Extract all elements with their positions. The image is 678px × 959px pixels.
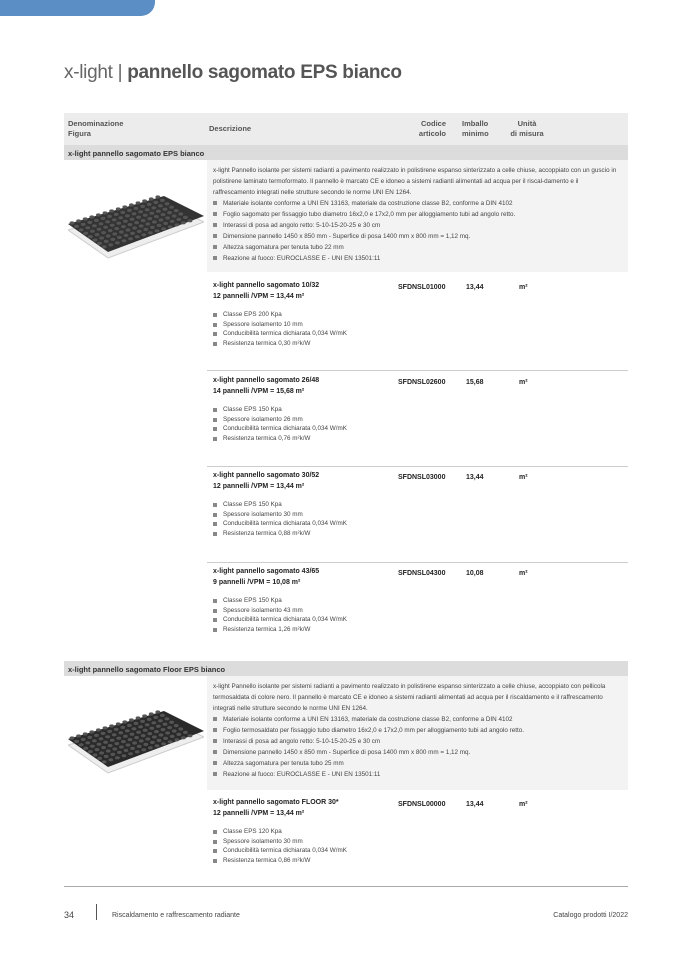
- header-imballo-line2: minimo: [462, 129, 489, 138]
- row-divider: [207, 370, 628, 371]
- product-code: SFDNSL00000: [398, 801, 446, 808]
- product-image: [68, 188, 204, 260]
- feature-bullet: Dimensione pannello 1450 x 850 mm - Superfice di posa 1400 mm x 800 mm = 1,12 mq.: [213, 747, 622, 758]
- spec-bullet: Spessore isolamento 10 mm: [213, 320, 628, 330]
- product-unit: m²: [519, 801, 528, 808]
- spec-bullet: Resistenza termica 0,88 m²k/W: [213, 529, 628, 539]
- product-code: SFDNSL04300: [398, 570, 446, 577]
- feature-bullet: Dimensione pannello 1450 x 850 mm - Superfice di posa 1400 mm x 800 mm = 1,12 mq.: [213, 231, 622, 242]
- row-divider: [207, 466, 628, 467]
- feature-bullet: Reazione al fuoco: EUROCLASSE E - UNI EN 13501:11: [213, 253, 622, 264]
- header-unita-line1: Unità: [517, 119, 537, 128]
- spec-bullet: Classe EPS 150 Kpa: [213, 596, 628, 606]
- product-row: [213, 280, 628, 348]
- spec-bullet: Classe EPS 200 Kpa: [213, 310, 628, 320]
- row-divider: [207, 562, 628, 563]
- spec-bullet: Spessore isolamento 26 mm: [213, 415, 628, 425]
- product-row: [213, 566, 628, 634]
- spec-bullet: Resistenza termica 0,86 m²k/W: [213, 856, 628, 866]
- description-text: x-light Pannello isolante per sistemi radianti a pavimento realizzato in polistirene espanso sinterizzato a celle chiuse, accoppiato con pellicola termosaldata di colore nero. Il pannello è marcato CE e idoneo a sistemi radianti alimentati ad acqua per il riscaldamento e il raffrescamento integrati nelle strutture secondo le norme UNI EN 1264.: [213, 683, 606, 712]
- spec-bullet: Classe EPS 120 Kpa: [213, 827, 628, 837]
- header-codice-line1: Codice: [420, 119, 446, 128]
- product-unit: m²: [519, 379, 528, 386]
- spec-bullet: Spessore isolamento 30 mm: [213, 510, 628, 520]
- spec-bullet: Conducibilità termica dichiarata 0,034 W/mK: [213, 615, 628, 625]
- product-pack: 12 pannelli /VPM = 13,44 m²: [213, 810, 305, 817]
- product-code: SFDNSL02600: [398, 379, 446, 386]
- header-unita-line2: di misura: [510, 129, 544, 138]
- feature-bullet: Altezza sagomatura per tenuta tubo 25 mm: [213, 758, 622, 769]
- feature-bullet: Altezza sagomatura per tenuta tubo 22 mm: [213, 242, 622, 253]
- title-product: pannello sagomato EPS bianco: [127, 62, 402, 83]
- section-header: x-light pannello sagomato EPS bianco: [64, 145, 628, 160]
- product-code: SFDNSL01000: [398, 284, 446, 291]
- product-qty: 10,08: [466, 570, 484, 577]
- header-imballo-line1: Imballo: [462, 119, 489, 128]
- product-unit: m²: [519, 474, 528, 481]
- feature-bullet: Interassi di posa ad angolo retto: 5-10-15-20-25 e 30 cm: [213, 220, 622, 231]
- product-image: [68, 703, 204, 775]
- spec-bullet: Resistenza termica 0,30 m²k/W: [213, 339, 628, 349]
- product-pack: 12 pannelli /VPM = 13,44 m²: [213, 293, 305, 300]
- header-figura-label: Figura: [68, 129, 91, 138]
- spec-bullet: Conducibilità termica dichiarata 0,034 W/mK: [213, 846, 628, 856]
- header-codice: [404, 119, 446, 139]
- description-text: x-light Pannello isolante per sistemi radianti a pavimento realizzato in polistirene espanso sinterizzato a celle chiuse, accoppiato con un guscio in polistirene laminato termoformato. Il pannello è marcato CE e idoneo a sistemi radianti alimentati ad acqua per il riscal-damento e il raffrescamento integrati nelle strutture secondo le norme UNI EN 1264.: [213, 167, 617, 196]
- product-unit: m²: [519, 570, 528, 577]
- page-title: [64, 62, 402, 84]
- spec-bullet: Conducibilità termica dichiarata 0,034 W/mK: [213, 519, 628, 529]
- spec-bullet: Classe EPS 150 Kpa: [213, 500, 628, 510]
- footer-catalog: Catalogo prodotti I/2022: [553, 912, 628, 919]
- spec-bullet: Classe EPS 150 Kpa: [213, 405, 628, 415]
- footer-divider: [64, 886, 628, 887]
- feature-bullet: Foglio termosaldato per fissaggio tubo diametro 16x2,0 e 17x2,0 mm per alloggiamento tubi ad angolo retto.: [213, 725, 622, 736]
- product-pack: 9 pannelli /VPM = 10,08 m²: [213, 579, 301, 586]
- product-name: x-light pannello sagomato 26/48: [213, 377, 320, 384]
- feature-bullet: Reazione al fuoco: EUROCLASSE E - UNI EN 13501:11: [213, 769, 622, 780]
- footer-separator: [96, 904, 97, 920]
- section-description: [207, 676, 628, 790]
- feature-bullet: Foglio sagomato per fissaggio tubo diametro 16x2,0 e 17x2,0 mm per alloggiamento tubi ad angolo retto.: [213, 209, 622, 220]
- spec-bullet: Spessore isolamento 30 mm: [213, 837, 628, 847]
- page-number: 34: [64, 910, 75, 920]
- header-denominazione: [68, 119, 123, 139]
- product-qty: 13,44: [466, 284, 484, 291]
- table-header: [64, 113, 628, 145]
- product-pack: 12 pannelli /VPM = 13,44 m²: [213, 483, 305, 490]
- spec-bullet: Resistenza termica 0,76 m²k/W: [213, 434, 628, 444]
- spec-bullet: Resistenza termica 1,26 m²k/W: [213, 625, 628, 635]
- feature-bullet: Materiale isolante conforme a UNI EN 13163, materiale da costruzione classe B2, conforme a DIN 4102: [213, 714, 622, 725]
- product-name: x-light pannello sagomato 10/32: [213, 282, 320, 289]
- product-unit: m²: [519, 284, 528, 291]
- product-qty: 13,44: [466, 474, 484, 481]
- product-row: [213, 375, 628, 443]
- product-code: SFDNSL03000: [398, 474, 446, 481]
- product-name: x-light pannello sagomato 30/52: [213, 472, 320, 479]
- product-row: [213, 470, 628, 538]
- title-brand: x-light: [64, 62, 113, 83]
- product-qty: 15,68: [466, 379, 484, 386]
- spec-bullet: Conducibilità termica dichiarata 0,034 W/mK: [213, 424, 628, 434]
- header-codice-line2: articolo: [418, 129, 446, 138]
- product-name: x-light pannello sagomato 43/65: [213, 568, 320, 575]
- header-unita: [504, 119, 550, 139]
- section-description: [207, 160, 628, 272]
- product-pack: 14 pannelli /VPM = 15,68 m²: [213, 388, 305, 395]
- spec-bullet: Spessore isolamento 43 mm: [213, 606, 628, 616]
- spec-bullet: Conducibilità termica dichiarata 0,034 W/mK: [213, 329, 628, 339]
- title-separator: |: [112, 62, 128, 83]
- header-imballo: [462, 119, 489, 139]
- section-header: x-light pannello sagomato Floor EPS bianco: [64, 661, 628, 676]
- feature-bullet: Materiale isolante conforme a UNI EN 13163, materiale da costruzione classe B2, conforme a DIN 4102: [213, 198, 622, 209]
- product-qty: 13,44: [466, 801, 484, 808]
- product-row: [213, 797, 628, 865]
- product-name: x-light pannello sagomato FLOOR 30*: [213, 799, 339, 806]
- header-denominazione-label: Denominazione: [68, 119, 124, 128]
- footer-section: Riscaldamento e raffrescamento radiante: [112, 912, 240, 919]
- feature-bullet: Interassi di posa ad angolo retto: 5-10-15-20-25 e 30 cm: [213, 736, 622, 747]
- header-descrizione: Descrizione: [209, 124, 252, 133]
- header-tab-decoration: [0, 0, 155, 16]
